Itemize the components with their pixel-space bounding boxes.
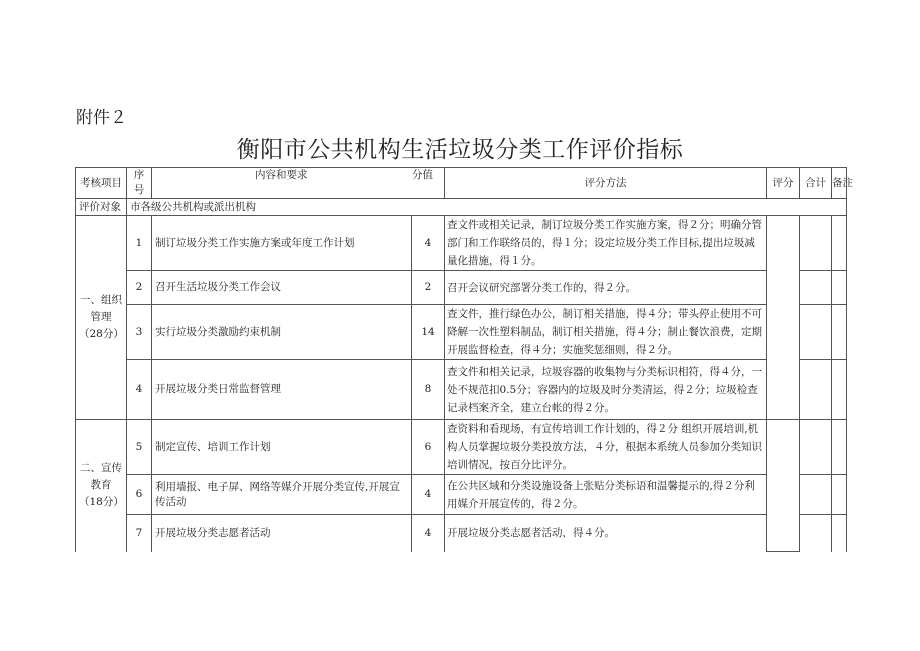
row-content: 制定宣传、培训工作计划 xyxy=(152,420,412,475)
row-content: 制订垃圾分类工作实施方案或年度工作计划 xyxy=(152,216,412,271)
row-seq: 7 xyxy=(127,515,152,552)
row-score: 8 xyxy=(412,360,445,420)
header-rating: 评分 xyxy=(767,168,800,199)
table-row xyxy=(76,360,847,420)
table-row xyxy=(76,305,847,360)
header-method: 评分方法 xyxy=(445,168,767,199)
remark-cell[interactable] xyxy=(832,216,847,271)
header-remark: 备注 xyxy=(832,168,847,199)
category-cell: 二、宣传教育（18分） xyxy=(76,420,127,552)
row-content: 开展垃圾分类日常监督管理 xyxy=(152,360,412,420)
table-row xyxy=(76,271,847,305)
evaluation-table xyxy=(75,167,853,552)
row-content: 利用墙报、电子屏、网络等媒介开展分类宣传,开展宣传活动 xyxy=(152,475,412,515)
page-title: 衡阳市公共机构生活垃圾分类工作评价指标 xyxy=(236,137,684,163)
row-score: 4 xyxy=(412,216,445,271)
header-total: 合计 xyxy=(800,168,832,199)
row-seq: 3 xyxy=(127,305,152,360)
row-method: 查文件和相关记录，垃圾容器的收集物与分类标识相符，得４分，一处不规范扣0.5分；容器内的垃圾及时分类清运，得２分；垃圾检查记录档案齐全，建立台帐的得２分。 xyxy=(445,360,767,420)
evaluated-label: 评价对象 xyxy=(76,199,127,216)
header-content: 内容和要求 xyxy=(255,169,308,181)
total-cell[interactable] xyxy=(800,305,832,360)
remark-cell[interactable] xyxy=(832,515,847,552)
total-cell[interactable] xyxy=(800,515,832,552)
remark-cell[interactable] xyxy=(832,271,847,305)
remark-cell[interactable] xyxy=(832,305,847,360)
remark-cell[interactable] xyxy=(832,360,847,420)
rating-cell[interactable] xyxy=(767,216,800,420)
row-content: 开展垃圾分类志愿者活动 xyxy=(152,515,412,552)
row-seq: 4 xyxy=(127,360,152,420)
table-row xyxy=(76,420,847,475)
row-method: 在公共区域和分类设施设备上张贴分类标语和温馨提示的,得２分利用媒介开展宣传的，得２分。 xyxy=(445,475,767,515)
table-row xyxy=(76,216,847,271)
row-method: 查资料和看现场，有宣传培训工作计划的，得２分 组织开展培训,机构人员掌握垃圾分类投放方法，４分，根据本系统人员参加分类知识培训情况，按百分比评分。 xyxy=(445,420,767,475)
row-seq: 5 xyxy=(127,420,152,475)
row-method: 查文件或相关记录，制订垃圾分类工作实施方案，得２分；明确分管部门和工作联络员的，得１分；设定垃圾分类工作目标,提出垃圾减量化措施，得１分。 xyxy=(445,216,767,271)
table-row xyxy=(76,475,847,515)
row-score: 2 xyxy=(412,271,445,305)
remark-cell[interactable] xyxy=(832,475,847,515)
remark-cell[interactable] xyxy=(832,420,847,475)
evaluated-value: 市各级公共机构或派出机构 xyxy=(127,199,847,216)
category-cell: 一、组织管理（28分） xyxy=(76,216,127,420)
header-score: 分值 xyxy=(412,169,433,181)
header-item: 考核项目 xyxy=(76,168,127,199)
header-content-score xyxy=(152,168,445,199)
row-seq: 2 xyxy=(127,271,152,305)
evaluated-row xyxy=(76,199,847,216)
row-method: 查文件，推行绿色办公，制订相关措施，得４分；带头停止使用不可降解一次性塑料制品，制订相关措施，得４分；制止餐饮浪费，定期开展监督检查，得４分；实施奖惩细则，得２分。 xyxy=(445,305,767,360)
attachment-label: 附件２ xyxy=(76,108,127,128)
row-seq: 6 xyxy=(127,475,152,515)
row-score: 4 xyxy=(412,475,445,515)
total-cell[interactable] xyxy=(800,360,832,420)
row-score: 14 xyxy=(412,305,445,360)
rating-cell[interactable] xyxy=(767,420,800,552)
row-method: 开展垃圾分类志愿者活动，得４分。 xyxy=(445,515,767,552)
table-row xyxy=(76,515,847,552)
row-score: 6 xyxy=(412,420,445,475)
header-row xyxy=(76,168,847,199)
header-seq: 序号 xyxy=(127,168,152,199)
row-seq: 1 xyxy=(127,216,152,271)
total-cell[interactable] xyxy=(800,271,832,305)
row-method: 召开会议研究部署分类工作的，得２分。 xyxy=(445,271,767,305)
total-cell[interactable] xyxy=(800,475,832,515)
row-score: 4 xyxy=(412,515,445,552)
row-content: 召开生活垃圾分类工作会议 xyxy=(152,271,412,305)
total-cell[interactable] xyxy=(800,216,832,271)
total-cell[interactable] xyxy=(800,420,832,475)
row-content: 实行垃圾分类激励约束机制 xyxy=(152,305,412,360)
